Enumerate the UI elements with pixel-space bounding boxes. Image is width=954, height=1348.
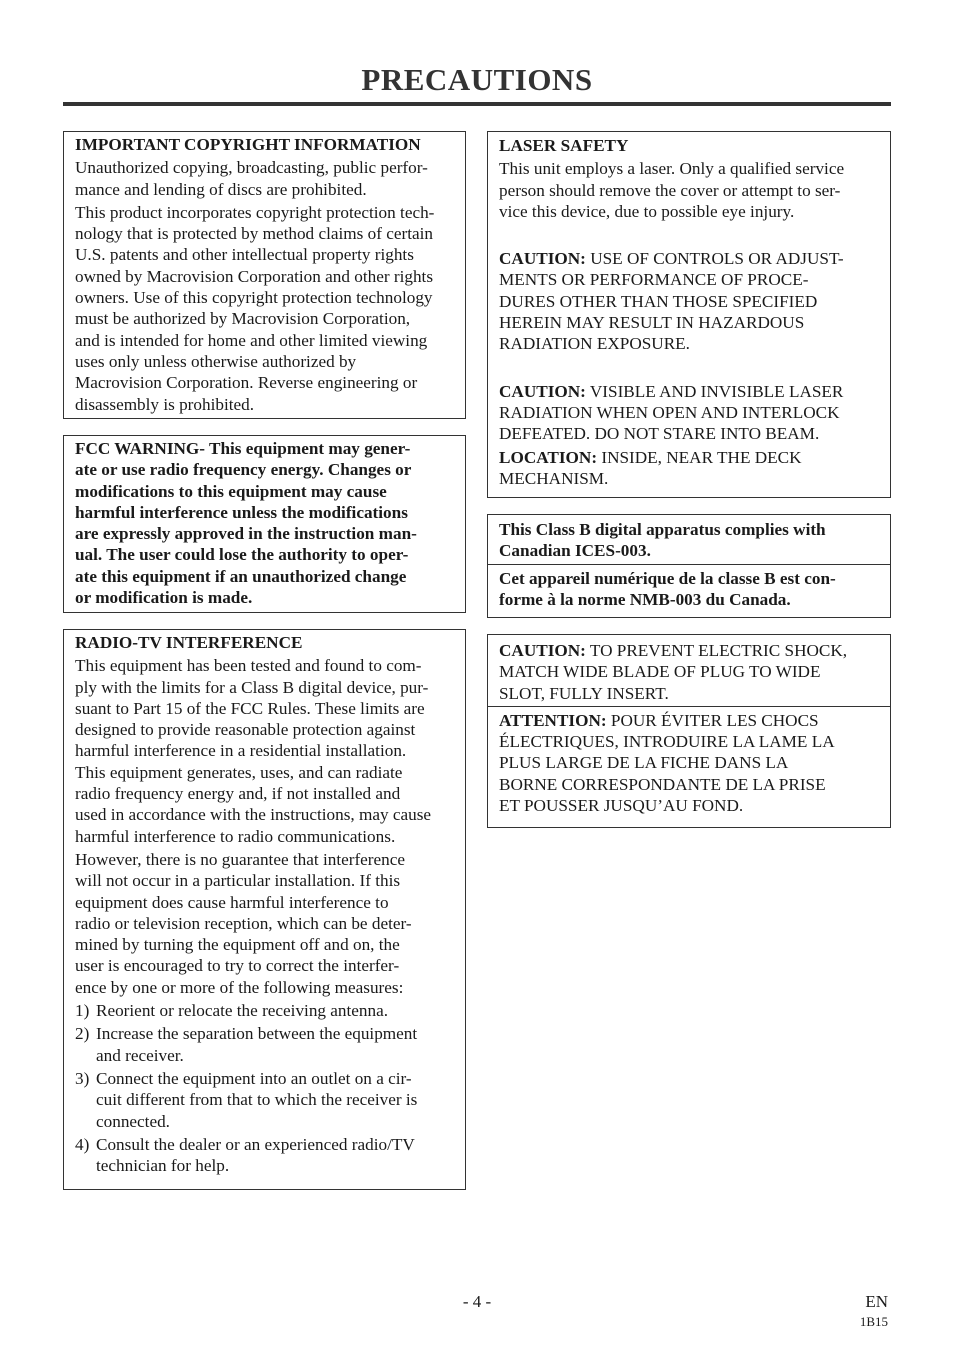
page-title: PRECAUTIONS [361,62,593,97]
radio-tv-box [63,629,466,1190]
shock-caution-box [487,634,891,828]
fcc-warning-text: FCC WARNING- This equipment may gener- ate or use radio frequency energy. Changes or modifications to this equipment may cause harmful interference unless the modifications are expressly approved in the instruction man- ual. The user could lose the authority to oper- ate this equipment if an unauthorized change or modification is made. [75,439,417,608]
copyright-heading: IMPORTANT COPYRIGHT INFORMATION [75,135,421,154]
shock-attention-french: ATTENTION: POUR ÉVITER LES CHOCS ÉLECTRIQUES, INTRODUIRE LA LAME LA PLUS LARGE DE LA FICHE DANS LA BORNE CORRESPONDANTE DE LA PRISE ET POUSSER JUSQU’AU FOND. [499,710,835,816]
class-b-box [487,514,891,618]
copyright-paragraph-2: This product incorporates copyright protection tech- nology that is protected by method claims of certain U.S. patents and other intellectual property rights owned by Macrovision Corporation and other rights owners. Use of this copyright protection technology must be authorized by Macrovision Corporation, and is intended for home and other limited viewing uses only unless otherwise authorized by Macrovision Corporation. Reverse engineering or disassembly is prohibited. [75,202,435,414]
class-b-english: This Class B digital apparatus complies with Canadian ICES-003. [499,520,826,561]
radio-tv-paragraph-2: However, there is no guarantee that interference will not occur in a particular installation. If this equipment does cause harmful interference to radio or television reception, which can be deter- mined by turning the equipment off and on, the user is encouraged to try to correct the interfer- ence by one or more of the following measures: [75,849,412,997]
fcc-warning-box [63,435,466,613]
radio-tv-paragraph-1: This equipment has been tested and found to com- ply with the limits for a Class B digital device, pur- suant to Part 15 of the FCC Rules. These limits are designed to provide reasonable protection against harmful interference in a residential installation. This equipment generates, uses, and can radiate radio frequency energy and, if not installed and used in accordance with the instructions, may cause harmful interference to radio communications. [75,656,432,846]
copyright-box [63,131,466,419]
language-code: EN [865,1292,888,1311]
shock-attention-section [488,706,890,816]
list-item: 3) Connect the equipment into an outlet on a cir- cuit different from that to which the receiver is connected. [75,1068,418,1131]
list-item: 2) Increase the separation between the equipment and receiver. [75,1024,418,1065]
list-item: 1) Reorient or relocate the receiving antenna. [75,1001,389,1021]
copyright-paragraph-1: Unauthorized copying, broadcasting, public perfor- mance and lending of discs are prohibited. [75,158,428,199]
title-rule [63,102,891,106]
page-number: - 4 - [462,1292,492,1311]
list-item: 4) Consult the dealer or an experienced radio/TV technician for help. [75,1134,415,1176]
laser-caution-2: CAUTION: VISIBLE AND INVISIBLE LASER RADIATION WHEN OPEN AND INTERLOCK DEFEATED. DO NOT STARE INTO BEAM. [499,381,844,444]
laser-safety-box [487,131,891,498]
radio-tv-heading: RADIO-TV INTERFERENCE [75,633,303,652]
laser-safety-heading: LASER SAFETY [499,136,629,155]
radio-tv-measures-list [75,1000,454,1176]
class-b-french: Cet appareil numérique de la classe B est con- forme à la norme NMB-003 du Canada. [499,568,836,609]
laser-location: LOCATION: INSIDE, NEAR THE DECK MECHANISM. [499,447,802,488]
laser-caution-1: CAUTION: USE OF CONTROLS OR ADJUST- MENTS OR PERFORMANCE OF PROCE- DURES OTHER THAN THOSE SPECIFIED HEREIN MAY RESULT IN HAZARDOUS RADIATION EXPOSURE. [499,249,844,354]
shock-caution-english: CAUTION: TO PREVENT ELECTRIC SHOCK, MATCH WIDE BLADE OF PLUG TO WIDE SLOT, FULLY INSERT. [499,641,848,703]
laser-safety-paragraph: This unit employs a laser. Only a qualified service person should remove the cover or attempt to ser- vice this device, due to possible eye injury. [499,159,845,221]
class-b-french-section [488,564,890,611]
document-code: 1B15 [859,1314,888,1329]
